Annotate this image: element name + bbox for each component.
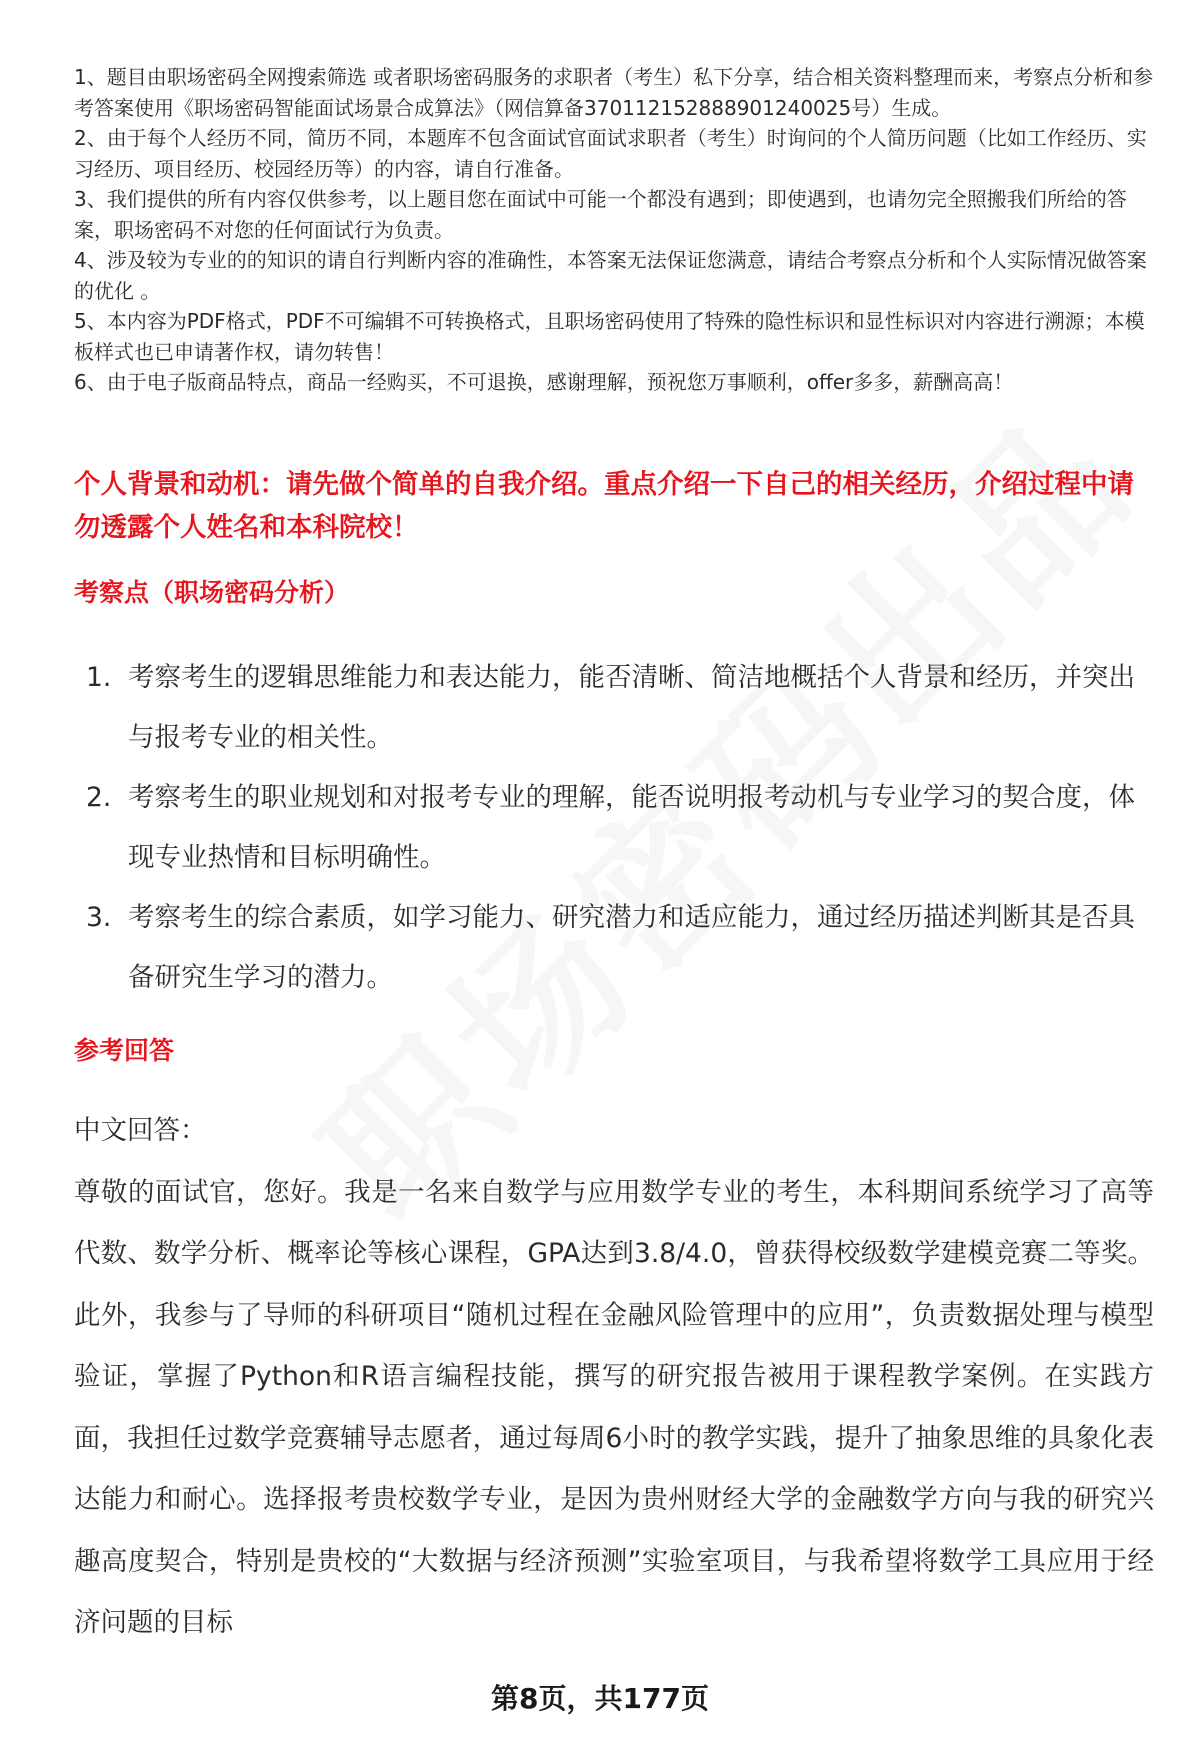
disclaimer-note: 4、涉及较为专业的的知识的请自行判断内容的准确性，本答案无法保证您满意，请结合考察点分析和个人实际情况做答案的优化 。 — [74, 248, 1147, 303]
point-number: 1. — [86, 662, 112, 693]
analysis-point — [74, 888, 1154, 1008]
disclaimer-note: 5、本内容为PDF格式，PDF不可编辑不可转换格式，且职场密码使用了特殊的隐性标识和显性标识对内容进行溯源；本模板样式也已申请著作权，请勿转售！ — [74, 309, 1145, 364]
point-text: 考察考生的职业规划和对报考专业的理解，能否说明报考动机与专业学习的契合度，体现专业热情和目标明确性。 — [128, 782, 1135, 873]
disclaimer-note: 2、由于每个人经历不同，简历不同，本题库不包含面试官面试求职者（考生）时询问的个人简历问题（比如工作经历、实习经历、项目经历、校园经历等）的内容，请自行准备。 — [74, 126, 1147, 181]
point-text: 考察考生的逻辑思维能力和表达能力，能否清晰、简洁地概括个人背景和经历，并突出与报考专业的相关性。 — [128, 662, 1135, 753]
analysis-heading: 考察点（职场密码分析） — [74, 578, 350, 607]
disclaimer-note: 3、我们提供的所有内容仅供参考，以上题目您在面试中可能一个都没有遇到；即使遇到，也请勿完全照搬我们所给的答案，职场密码不对您的任何面试行为负责。 — [74, 187, 1127, 242]
analysis-point — [74, 768, 1154, 888]
reference-answer — [74, 1100, 1154, 1654]
disclaimer-note: 1、题目由职场密码全网搜索筛选 或者职场密码服务的求职者（考生）私下分享，结合相关资料整理而来，考察点分析和参考答案使用《职场密码智能面试场景合成算法》（网信算备370112152888901240025号）生成。 — [74, 65, 1154, 120]
disclaimer-notes — [74, 62, 1154, 398]
point-text: 考察考生的综合素质，如学习能力、研究潜力和适应能力，通过经历描述判断其是否具备研究生学习的潜力。 — [128, 902, 1135, 993]
analysis-points — [74, 648, 1154, 1008]
disclaimer-note: 6、由于电子版商品特点，商品一经购买，不可退换，感谢理解，预祝您万事顺利，offer多多，薪酬高高！ — [74, 370, 1014, 394]
answer-text: 尊敬的面试官，您好。我是一名来自数学与应用数学专业的考生，本科期间系统学习了高等代数、数学分析、概率论等核心课程，GPA达到3.8/4.0，曾获得校级数学建模竞赛二等奖。此外，我参与了导师的科研项目“随机过程在金融风险管理中的应用”，负责数据处理与模型验证，掌握了Python和R语言编程技能，撰写的研究报告被用于课程教学案例。在实践方面，我担任过数学竞赛辅导志愿者，通过每周6小时的教学实践，提升了抽象思维的具象化表达能力和耐心。选择报考贵校数学专业，是因为贵州财经大学的金融数学方向与我的研究兴趣高度契合，特别是贵校的“大数据与经济预测”实验室项目，与我希望将数学工具应用于经济问题的目标 — [74, 1176, 1154, 1638]
reference-heading: 参考回答 — [74, 1036, 175, 1065]
point-number: 3. — [86, 902, 112, 933]
point-number: 2. — [86, 782, 112, 813]
answer-label: 中文回答： — [74, 1115, 207, 1146]
analysis-point — [74, 648, 1154, 768]
question-title: 个人背景和动机：请先做个简单的自我介绍。重点介绍一下自己的相关经历，介绍过程中请勿透露个人姓名和本科院校！ — [74, 469, 1134, 543]
page-footer: 第8页，共177页 — [491, 1682, 709, 1715]
